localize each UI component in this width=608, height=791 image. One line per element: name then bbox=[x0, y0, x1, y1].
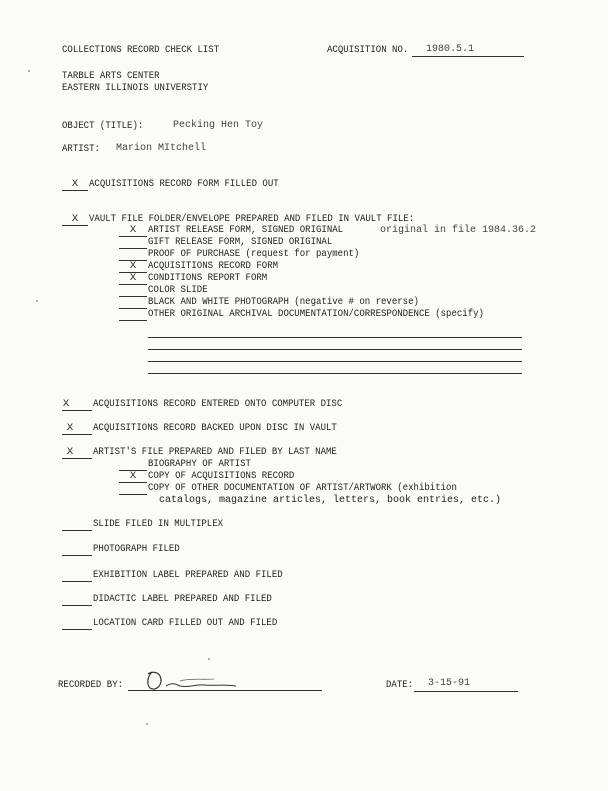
scan-speck bbox=[146, 723, 148, 725]
signature-scribble bbox=[140, 668, 250, 694]
acq-form-blank bbox=[62, 190, 88, 191]
vault-sub-label: CONDITIONS REPORT FORM bbox=[148, 272, 268, 284]
vault-sub-mark: X bbox=[129, 224, 137, 236]
vault-sub-label: ACQUISITIONS RECORD FORM bbox=[148, 260, 279, 272]
didactic-label: DIDACTIC LABEL PREPARED AND FILED bbox=[93, 593, 272, 605]
photo-label: PHOTOGRAPH FILED bbox=[93, 543, 180, 555]
artist-file-blank bbox=[62, 458, 92, 459]
artist-sub-continuation: catalogs, magazine articles, letters, book entries, etc.) bbox=[159, 495, 502, 506]
org-name: TARBLE ARTS CENTER bbox=[62, 70, 160, 82]
computer-mark: X bbox=[62, 398, 70, 410]
exhibition-blank bbox=[62, 581, 92, 582]
specify-line bbox=[148, 361, 522, 362]
vault-label: VAULT FILE FOLDER/ENVELOPE PREPARED AND FILED IN VAULT FILE: bbox=[89, 213, 415, 225]
scan-speck bbox=[208, 658, 210, 660]
vault-sub-blank bbox=[119, 296, 147, 297]
scan-speck bbox=[36, 300, 38, 302]
vault-sub-label: COLOR SLIDE bbox=[148, 284, 208, 296]
backup-mark: X bbox=[66, 422, 74, 434]
form-title: COLLECTIONS RECORD CHECK LIST bbox=[62, 44, 220, 56]
artist-sub-mark: X bbox=[129, 470, 137, 482]
acq-form-mark: X bbox=[71, 178, 79, 190]
vault-mark: X bbox=[71, 213, 79, 225]
org-university: EASTERN ILLINOIS UNIVERSTIY bbox=[62, 82, 209, 94]
artist-sub-blank bbox=[119, 494, 147, 495]
date-label: DATE: bbox=[386, 679, 414, 691]
vault-sub-label: BLACK AND WHITE PHOTOGRAPH (negative # on reverse) bbox=[148, 296, 419, 308]
vault-sub-blank bbox=[119, 320, 147, 321]
object-title-value: Pecking Hen Toy bbox=[173, 120, 264, 131]
artist-sub-blank bbox=[119, 482, 147, 483]
date-value: 3-15-91 bbox=[428, 678, 471, 689]
acq-form-label: ACQUISITIONS RECORD FORM FILLED OUT bbox=[89, 178, 279, 190]
recorded-by-label: RECORDED BY: bbox=[58, 679, 124, 691]
backup-label: ACQUISITIONS RECORD BACKED UPON DISC IN VAULT bbox=[93, 422, 337, 434]
acquisition-blank bbox=[412, 56, 524, 57]
vault-sub-mark: X bbox=[129, 272, 137, 284]
vault-sub-blank bbox=[119, 308, 147, 309]
vault-sub-blank bbox=[119, 248, 147, 249]
backup-blank bbox=[62, 434, 92, 435]
scan-speck bbox=[28, 70, 30, 72]
artist-value: Marion MItchell bbox=[116, 143, 207, 154]
vault-sub-blank bbox=[119, 236, 147, 237]
vault-blank bbox=[62, 225, 88, 226]
computer-blank bbox=[62, 410, 92, 411]
vault-sub-label: ARTIST RELEASE FORM, SIGNED ORIGINAL bbox=[148, 224, 344, 236]
vault-sub-blank bbox=[119, 284, 147, 285]
artist-file-label: ARTIST'S FILE PREPARED AND FILED BY LAST NAME bbox=[93, 446, 337, 458]
vault-sub-mark: X bbox=[129, 260, 137, 272]
specify-line bbox=[148, 373, 522, 374]
date-line bbox=[414, 691, 518, 692]
artist-sub-label: COPY OF ACQUISITIONS RECORD bbox=[148, 470, 295, 482]
object-title-label: OBJECT (TITLE): bbox=[62, 120, 144, 132]
artist-label: ARTIST: bbox=[62, 143, 100, 155]
artist-file-mark: X bbox=[66, 446, 74, 458]
vault-note: original in file 1984.36.2 bbox=[380, 225, 537, 236]
slide-label: SLIDE FILED IN MULTIPLEX bbox=[93, 518, 224, 530]
vault-sub-label: PROOF OF PURCHASE (request for payment) bbox=[148, 248, 360, 260]
acquisition-label: ACQUISITION NO. bbox=[327, 44, 409, 56]
specify-line bbox=[148, 349, 522, 350]
slide-blank bbox=[62, 530, 92, 531]
location-label: LOCATION CARD FILLED OUT AND FILED bbox=[93, 617, 278, 629]
computer-label: ACQUISITIONS RECORD ENTERED ONTO COMPUTER DISC bbox=[93, 398, 343, 410]
didactic-blank bbox=[62, 605, 92, 606]
artist-sub-label: COPY OF OTHER DOCUMENTATION OF ARTIST/ARTWORK (exhibition bbox=[148, 482, 457, 494]
specify-line bbox=[148, 337, 522, 338]
vault-sub-label: OTHER ORIGINAL ARCHIVAL DOCUMENTATION/CORRESPONDENCE (specify) bbox=[148, 308, 484, 320]
vault-sub-label: GIFT RELEASE FORM, SIGNED ORIGINAL bbox=[148, 236, 333, 248]
location-blank bbox=[62, 629, 92, 630]
artist-sub-label: BIOGRAPHY OF ARTIST bbox=[148, 458, 251, 470]
photo-blank bbox=[62, 555, 92, 556]
exhibition-label: EXHIBITION LABEL PREPARED AND FILED bbox=[93, 569, 283, 581]
acquisition-number: 1980.5.1 bbox=[426, 44, 475, 55]
